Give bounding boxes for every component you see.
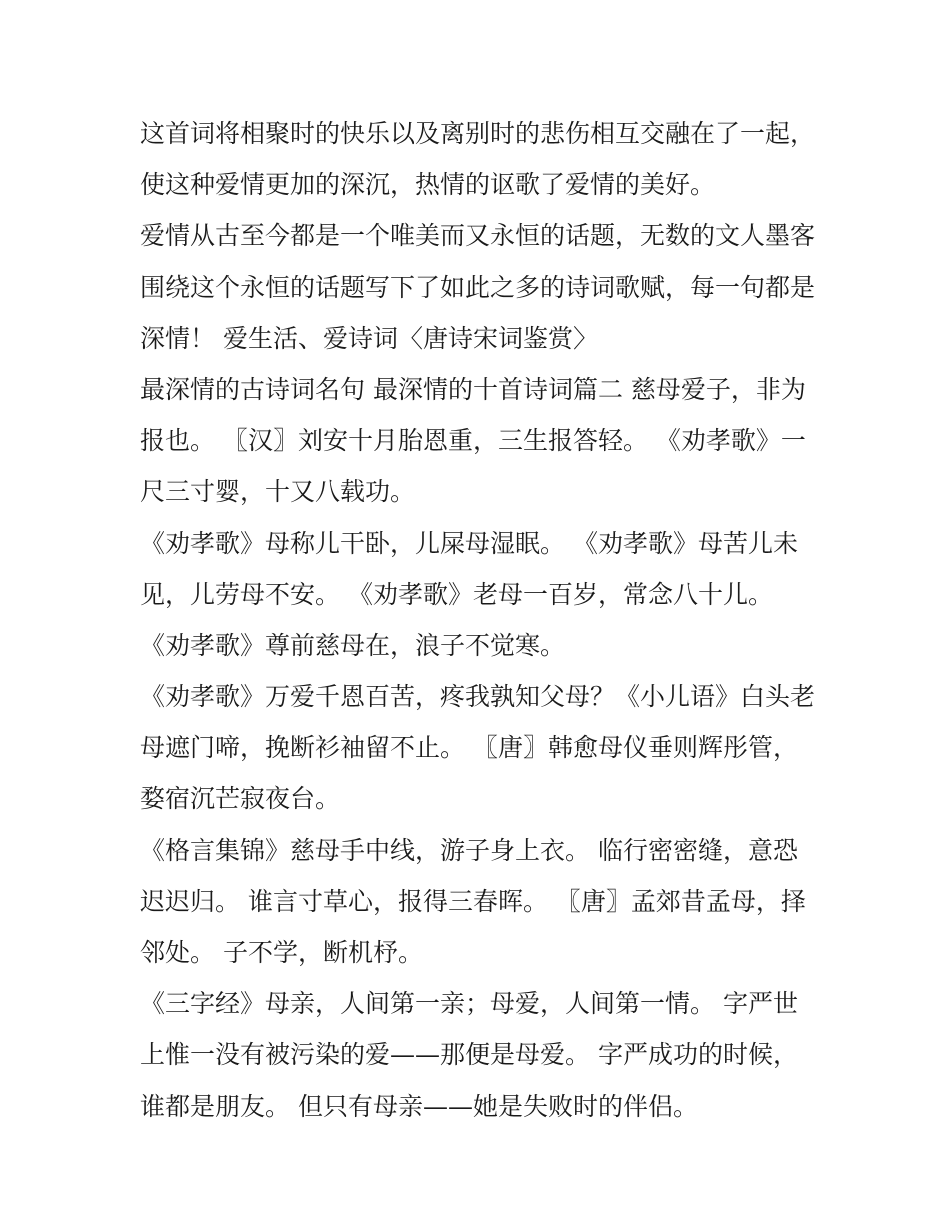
text-line: 邻处。 子不学，断机杼。 [140, 938, 423, 967]
text-line: 见，儿劳母不安。 《劝孝歌》老母一百岁，常念八十儿。 [140, 579, 773, 609]
text-line: 深情！ 爱生活、爱诗词〈唐诗宋词鉴赏〉 [140, 323, 598, 353]
text-line: 《劝孝歌》万爱千恩百苦，疼我孰知父母？《小儿语》白头老 [140, 682, 816, 712]
text-line: 谁都是朋友。 但只有母亲——她是失败时的伴侣。 [140, 1091, 698, 1121]
text-line: 母遮门啼，挽断衫袖留不止。 〖唐〗韩愈母仪垂则辉彤管， [140, 733, 798, 763]
text-line: 《劝孝歌》尊前慈母在，浪子不觉寒。 [140, 630, 566, 660]
text-line: 爱情从古至今都是一个唯美而又永恒的话题，无数的文人墨客 [140, 221, 816, 251]
text-line: 《劝孝歌》母称儿干卧，儿屎母湿眠。 《劝孝歌》母苦儿未 [140, 528, 798, 558]
text-line: 使这种爱情更加的深沉，热情的讴歌了爱情的美好。 [140, 170, 716, 200]
text-line: 这首词将相聚时的快乐以及离别时的悲伤相互交融在了一起， [140, 119, 816, 148]
text-line: 尺三寸婴，十又八载功。 [140, 477, 416, 507]
text-line: 上惟一没有被污染的爱——那便是母爱。 字严成功的时候， [140, 1040, 798, 1070]
text-line: 迟迟归。 谁言寸草心，报得三春晖。 〖唐〗孟郊昔孟母，择 [140, 886, 806, 916]
text-line: 最深情的古诗词名句 最深情的十首诗词篇二 慈母爱子，非为 [140, 374, 806, 404]
text-line: 婺宿沉芒寂夜台。 [140, 784, 341, 814]
text-line: 《格言集锦》慈母手中线，游子身上衣。 临行密密缝，意恐 [140, 835, 798, 865]
document-body [140, 108, 830, 1132]
text-line: 《三字经》母亲，人间第一亲；母爱，人间第一情。 字严世 [140, 989, 798, 1019]
text-line: 围绕这个永恒的话题写下了如此之多的诗词歌赋，每一句都是 [140, 272, 816, 302]
text-line: 报也。 〖汉〗刘安十月胎恩重，三生报答轻。 《劝孝歌》一 [140, 426, 806, 456]
